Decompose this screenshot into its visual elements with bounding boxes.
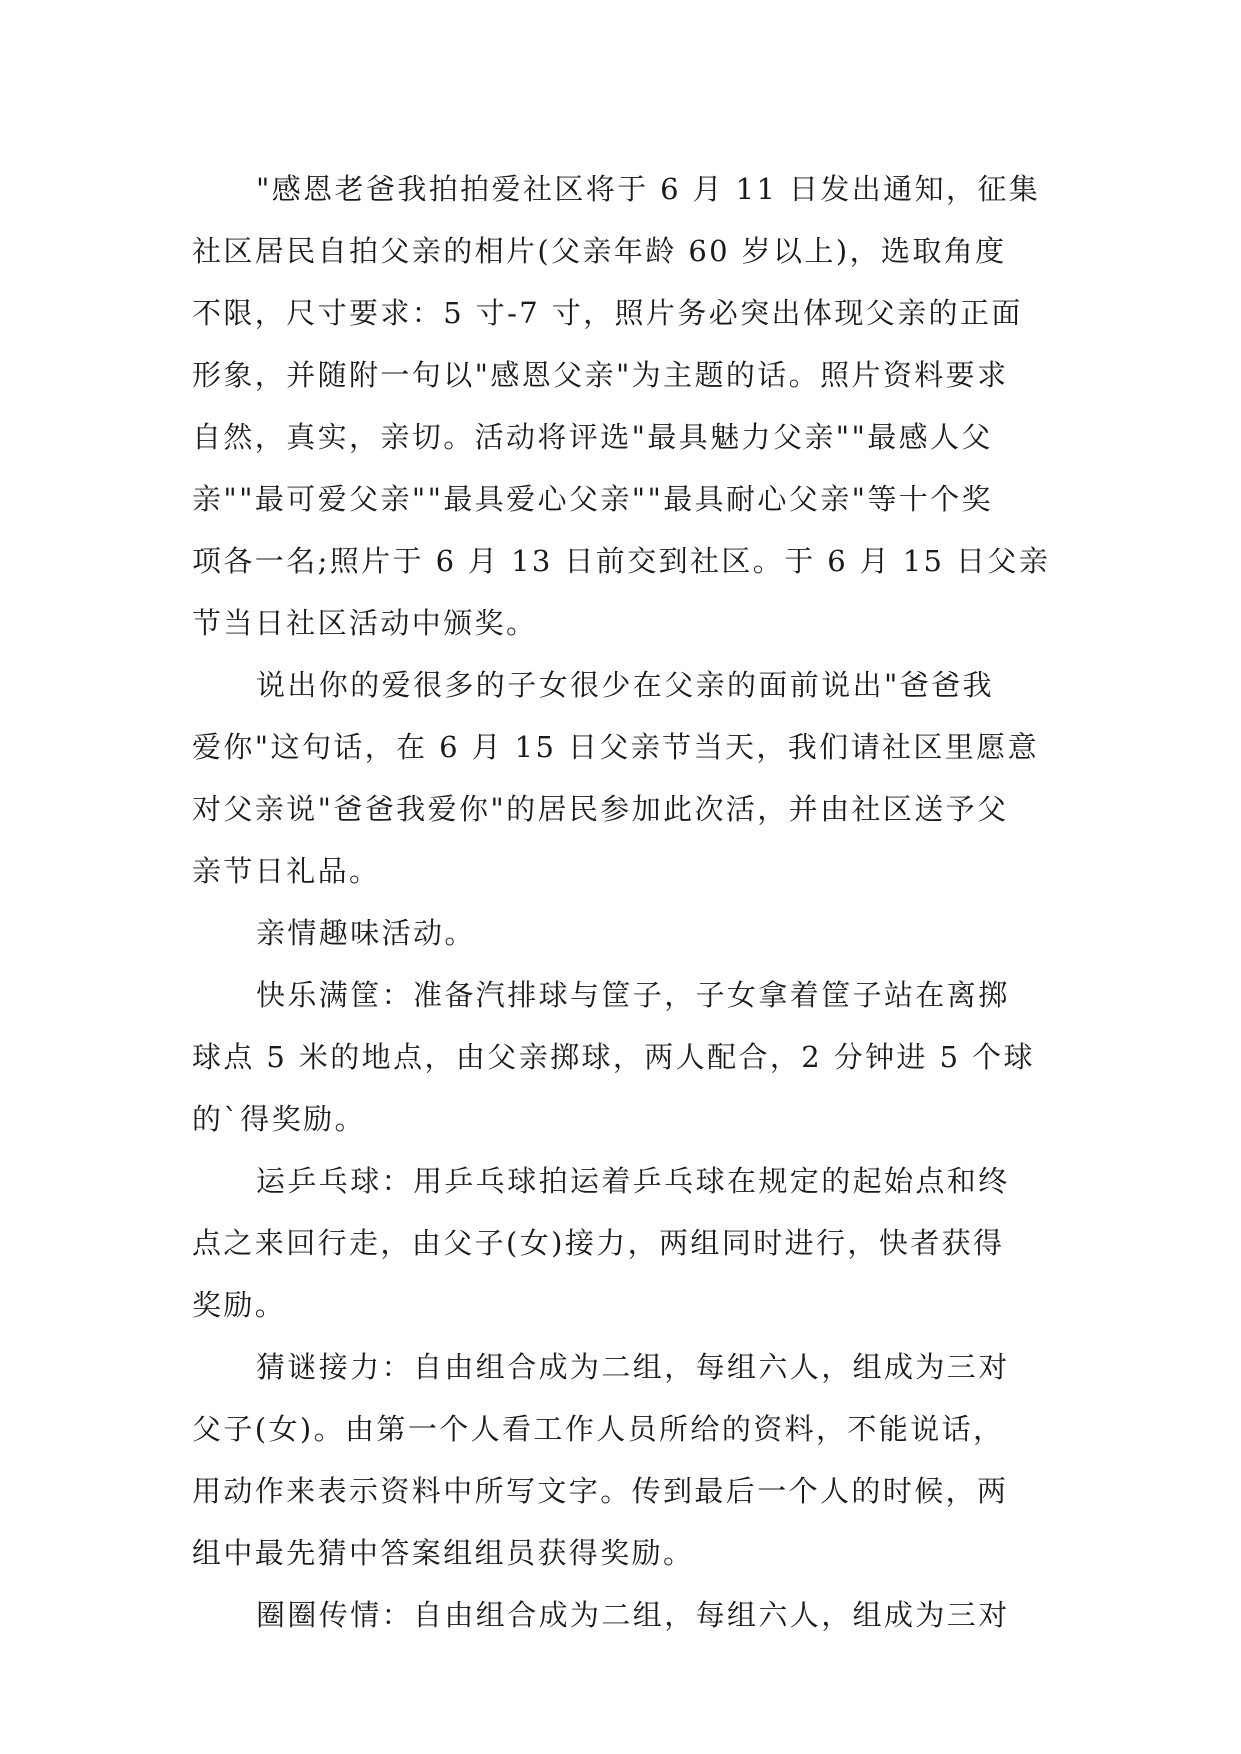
paragraph-line: 亲情趣味活动。 [256,916,476,950]
paragraph-line: "感恩老爸我拍拍爱社区将于 6 月 11 日发出通知，征集 [256,172,1041,206]
paragraph-line: 组中最先猜中答案组组员获得奖励。 [192,1536,695,1570]
paragraph-line: 形象，并随附一句以"感恩父亲"为主题的话。照片资料要求 [192,358,1009,392]
paragraph-line: 运乒乓球：用乒乓球拍运着乒乓球在规定的起始点和终 [256,1164,1010,1198]
paragraph-line: 节当日社区活动中颁奖。 [192,606,538,640]
paragraph-line: 父子(女)。由第一个人看工作人员所给的资料，不能说话， [192,1412,1005,1446]
paragraph-line: 球点 5 米的地点，由父亲掷球，两人配合，2 分钟进 5 个球 [192,1040,1035,1074]
paragraph-line: 圈圈传情：自由组合成为二组，每组六人，组成为三对 [256,1598,1010,1632]
paragraph-line: 的`得奖励。 [192,1102,366,1136]
paragraph-line: 快乐满筐：准备汽排球与筐子，子女拿着筐子站在离掷 [256,978,1010,1012]
paragraph-line: 亲""最可爱父亲""最具爱心父亲""最具耐心父亲"等十个奖 [192,482,993,516]
paragraph-line: 对父亲说"爸爸我爱你"的居民参加此次活，并由社区送予父 [192,792,1009,826]
paragraph-line: 社区居民自拍父亲的相片(父亲年龄 60 岁以上)，选取角度 [192,234,1007,268]
document-body [192,158,1052,1646]
paragraph-line: 说出你的爱很多的子女很少在父亲的面前说出"爸爸我 [256,668,994,702]
paragraph-line: 自然，真实，亲切。活动将评选"最具魅力父亲""最感人父 [192,420,993,454]
paragraph-line: 爱你"这句话，在 6 月 15 日父亲节当天，我们请社区里愿意 [192,730,1039,764]
paragraph-line: 用动作来表示资料中所写文字。传到最后一个人的时候，两 [192,1474,1009,1508]
paragraph-line: 奖励。 [192,1288,287,1322]
paragraph-line: 不限，尺寸要求：5 寸-7 寸，照片务必突出体现父亲的正面 [192,296,1023,330]
paragraph-line: 点之来回行走，由父子(女)接力，两组同时进行，快者获得 [192,1226,1005,1260]
paragraph-line: 项各一名;照片于 6 月 13 日前交到社区。于 6 月 15 日父亲 [192,544,1051,578]
paragraph-line: 猜谜接力：自由组合成为二组，每组六人，组成为三对 [256,1350,1010,1384]
paragraph-line: 亲节日礼品。 [192,854,381,888]
